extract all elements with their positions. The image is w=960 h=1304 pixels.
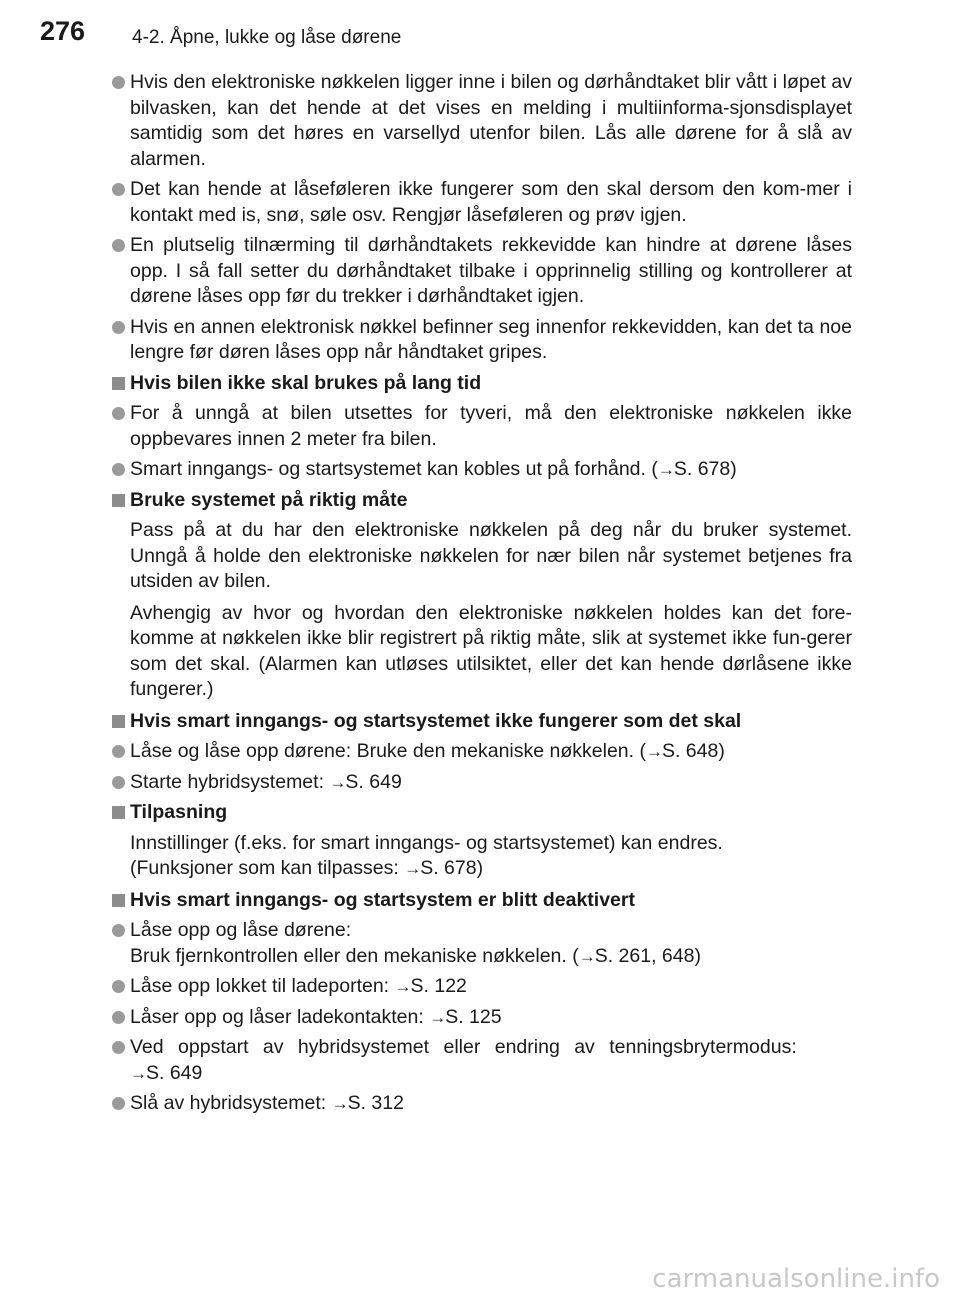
list-item: Hvis en annen elektronisk nøkkel befinner seg innenfor rekkevidden, kan det ta noe lengre før døren låses opp når håndtaket gripes. [110, 315, 852, 366]
page-reference[interactable]: S. 261, 648) [594, 944, 701, 967]
main-content [110, 70, 852, 1122]
arrow-right-icon: → [645, 742, 662, 761]
section-heading: Hvis smart inngangs- og startsystem er blitt deaktivert [110, 888, 852, 914]
paragraph: Pass på at du har den elektroniske nøkkelen på deg når du bruker systemet. Unngå å holde den elektroniske nøkkelen for nær bilen når systemet betjenes fra utsiden av bilen. [130, 519, 852, 592]
page-reference[interactable]: S. 312 [347, 1092, 404, 1114]
paragraph: Innstillinger (f.eks. for smart inngangs- og startsystemet) kan endres. (Funksjoner som kan tilpasses: →S. 678) [130, 831, 723, 879]
arrow-right-icon: → [130, 1063, 146, 1083]
page-reference[interactable]: S. 122 [410, 975, 467, 997]
bullet-dot-icon [112, 1011, 125, 1024]
list-item: En plutselig tilnærming til dørhåndtakets rekkevidde kan hindre at dørene låses opp. I så fall setter du dørhåndtaket tilbake i opprinnelig stilling og kontrollerer at dørene låses opp før du trekker i dørhåndtaket igjen. [110, 233, 852, 310]
arrow-right-icon: → [331, 1094, 348, 1113]
list-item: For å unngå at bilen utsettes for tyveri, må den elektroniske nøkkelen ikke oppbevares innen 2 meter fra bilen. [110, 401, 852, 452]
list-item: Låse opp og låse dørene: Bruk fjernkontrollen eller den mekaniske nøkkelen. (→S. 261, 648) [110, 918, 852, 969]
arrow-right-icon: → [657, 460, 674, 479]
arrow-right-icon: → [404, 859, 421, 878]
section-square-icon [112, 377, 125, 390]
page-reference[interactable]: S. 648) [661, 740, 725, 762]
page-reference[interactable]: S. 649 [146, 1061, 203, 1084]
arrow-right-icon: → [429, 1007, 446, 1027]
watermark: carmanualsonline.info [652, 1264, 940, 1294]
section-heading: Tilpasning [110, 800, 852, 826]
bullet-dot-icon [112, 76, 125, 89]
page-reference[interactable]: S. 649 [345, 770, 402, 793]
arrow-right-icon: → [329, 772, 346, 792]
arrow-right-icon: → [394, 977, 411, 996]
list-item: Smart inngangs- og startsystemet kan kobles ut på forhånd. (→S. 678) [110, 457, 852, 483]
section-square-icon [112, 715, 125, 728]
paragraph: Avhengig av hvor og hvordan den elektroniske nøkkelen holdes kan det fore-komme at nøkkelen ikke blir registrert på riktig måte, slik at systemet ikke fun-gerer som det skal. (Alarmen kan utløses utilsiktet, eller det kan hende dørlåsene ikke fungerer.) [130, 601, 852, 700]
bullet-dot-icon [112, 924, 125, 937]
list-item: Det kan hende at låseføleren ikke fungerer som den skal dersom den kom-mer i kontakt med is, snø, søle osv. Rengjør låseføleren og prøv igjen. [110, 177, 852, 228]
bullet-dot-icon [112, 776, 125, 789]
page-reference[interactable]: S. 678) [673, 458, 737, 480]
section-square-icon [112, 494, 125, 507]
section-square-icon [112, 806, 125, 819]
bullet-dot-icon [112, 407, 125, 420]
arrow-right-icon: → [578, 946, 595, 966]
section-heading: Hvis smart inngangs- og startsystemet ikke fungerer som det skal [110, 709, 852, 735]
page-reference[interactable]: S. 125 [445, 1005, 502, 1028]
chapter-title: 4-2. Åpne, lukke og låse dørene [132, 27, 402, 48]
bullet-dot-icon [112, 321, 125, 334]
bullet-dot-icon [112, 980, 125, 993]
bullet-dot-icon [112, 1041, 125, 1054]
bullet-dot-icon [112, 1097, 125, 1110]
bullet-dot-icon [112, 183, 125, 196]
list-item: Låser opp og låser ladekontakten: →S. 125 [110, 1005, 852, 1031]
section-heading: Bruke systemet på riktig måte [110, 488, 852, 514]
list-item: Låse opp lokket til ladeporten: →S. 122 [110, 974, 852, 1000]
list-item: Hvis den elektroniske nøkkelen ligger inne i bilen og dørhåndtaket blir vått i løpet av bilvasken, kan det hende at det vises en melding i multiinforma-sjonsdisplayet samtidig som det høres en varsellyd utenfor bilen. Lås alle dørene for å slå av alarmen. [110, 70, 852, 172]
list-item: Låse og låse opp dørene: Bruke den mekaniske nøkkelen. (→S. 648) [110, 739, 852, 765]
bullet-dot-icon [112, 239, 125, 252]
bullet-dot-icon [112, 463, 125, 476]
section-heading: Hvis bilen ikke skal brukes på lang tid [110, 371, 852, 397]
list-item: Slå av hybridsystemet: →S. 312 [110, 1091, 852, 1117]
list-item: Starte hybridsystemet: →S. 649 [110, 770, 852, 796]
page-number: 276 [40, 16, 86, 46]
bullet-dot-icon [112, 745, 125, 758]
section-square-icon [112, 894, 125, 907]
page-reference[interactable]: S. 678) [420, 857, 484, 879]
list-item: Ved oppstart av hybridsystemet eller endring av tenningsbrytermodus: →S. 649 [110, 1035, 852, 1086]
